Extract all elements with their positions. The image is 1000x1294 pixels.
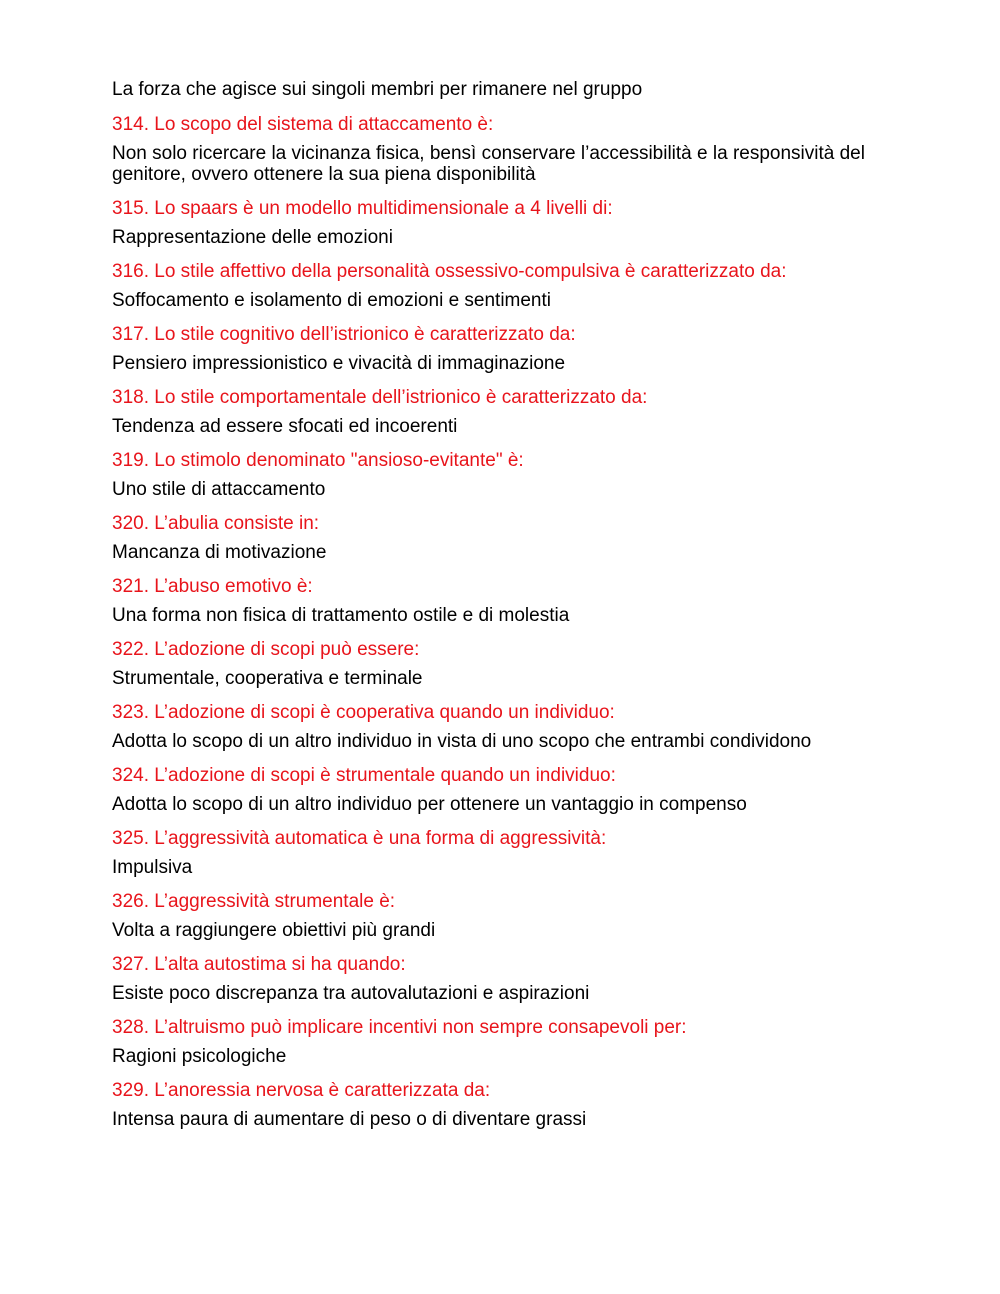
question: 319. Lo stimolo denominato "ansioso-evitante" è: <box>112 450 524 471</box>
question: 329. L’anoressia nervosa è caratterizzata da: <box>112 1080 491 1101</box>
question: 317. Lo stile cognitivo dell’istrionico è caratterizzato da: <box>112 324 576 345</box>
question: 324. L’adozione di scopi è strumentale quando un individuo: <box>112 765 616 786</box>
qa-item-323 <box>112 702 902 752</box>
question: 316. Lo stile affettivo della personalità ossessivo-compulsiva è caratterizzato da: <box>112 261 787 282</box>
answer: Mancanza di motivazione <box>112 542 327 563</box>
answer: Intensa paura di aumentare di peso o di diventare grassi <box>112 1109 587 1130</box>
answer: Impulsiva <box>112 857 193 878</box>
qa-item-328 <box>112 1017 902 1067</box>
answer: Tendenza ad essere sfocati ed incoerenti <box>112 416 458 437</box>
intro-answer: La forza che agisce sui singoli membri per rimanere nel gruppo <box>112 79 643 100</box>
question: 320. L’abulia consiste in: <box>112 513 320 534</box>
question: 318. Lo stile comportamentale dell’istrionico è caratterizzato da: <box>112 387 648 408</box>
answer: Adotta lo scopo di un altro individuo in vista di uno scopo che entrambi condividono <box>112 731 812 752</box>
qa-item-327 <box>112 954 902 1004</box>
question: 327. L’alta autostima si ha quando: <box>112 954 406 975</box>
qa-item-329 <box>112 1080 902 1130</box>
question: 322. L’adozione di scopi può essere: <box>112 639 420 660</box>
qa-item-325 <box>112 828 902 878</box>
qa-item-316 <box>112 261 902 311</box>
answer: Soffocamento e isolamento di emozioni e sentimenti <box>112 290 552 311</box>
answer: Volta a raggiungere obiettivi più grandi <box>112 920 436 941</box>
answer: Non solo ricercare la vicinanza fisica, bensì conservare l’accessibilità e la responsività del genitore, ovvero ottenere la sua piena disponibilità <box>112 143 865 185</box>
answer: Strumentale, cooperativa e terminale <box>112 668 423 689</box>
answer: Uno stile di attaccamento <box>112 479 326 500</box>
answer: Esiste poco discrepanza tra autovalutazioni e aspirazioni <box>112 983 590 1004</box>
qa-item-324 <box>112 765 902 815</box>
qa-item-315 <box>112 198 902 248</box>
document-page <box>112 79 902 1130</box>
question: 326. L’aggressività strumentale è: <box>112 891 396 912</box>
question: 321. L’abuso emotivo è: <box>112 576 313 597</box>
question: 315. Lo spaars è un modello multidimensionale a 4 livelli di: <box>112 198 613 219</box>
qa-item-322 <box>112 639 902 689</box>
qa-item-319 <box>112 450 902 500</box>
question: 323. L’adozione di scopi è cooperativa quando un individuo: <box>112 702 615 723</box>
qa-item-320 <box>112 513 902 563</box>
qa-item-321 <box>112 576 902 626</box>
question: 328. L’altruismo può implicare incentivi non sempre consapevoli per: <box>112 1017 687 1038</box>
answer: Ragioni psicologiche <box>112 1046 287 1067</box>
qa-item-314 <box>112 114 902 185</box>
question: 314. Lo scopo del sistema di attaccamento è: <box>112 114 494 135</box>
answer: Adotta lo scopo di un altro individuo per ottenere un vantaggio in compenso <box>112 794 747 815</box>
answer: Rappresentazione delle emozioni <box>112 227 393 248</box>
qa-item-318 <box>112 387 902 437</box>
qa-item-317 <box>112 324 902 374</box>
answer: Pensiero impressionistico e vivacità di immaginazione <box>112 353 566 374</box>
qa-item-326 <box>112 891 902 941</box>
question: 325. L’aggressività automatica è una forma di aggressività: <box>112 828 607 849</box>
answer: Una forma non fisica di trattamento ostile e di molestia <box>112 605 570 626</box>
